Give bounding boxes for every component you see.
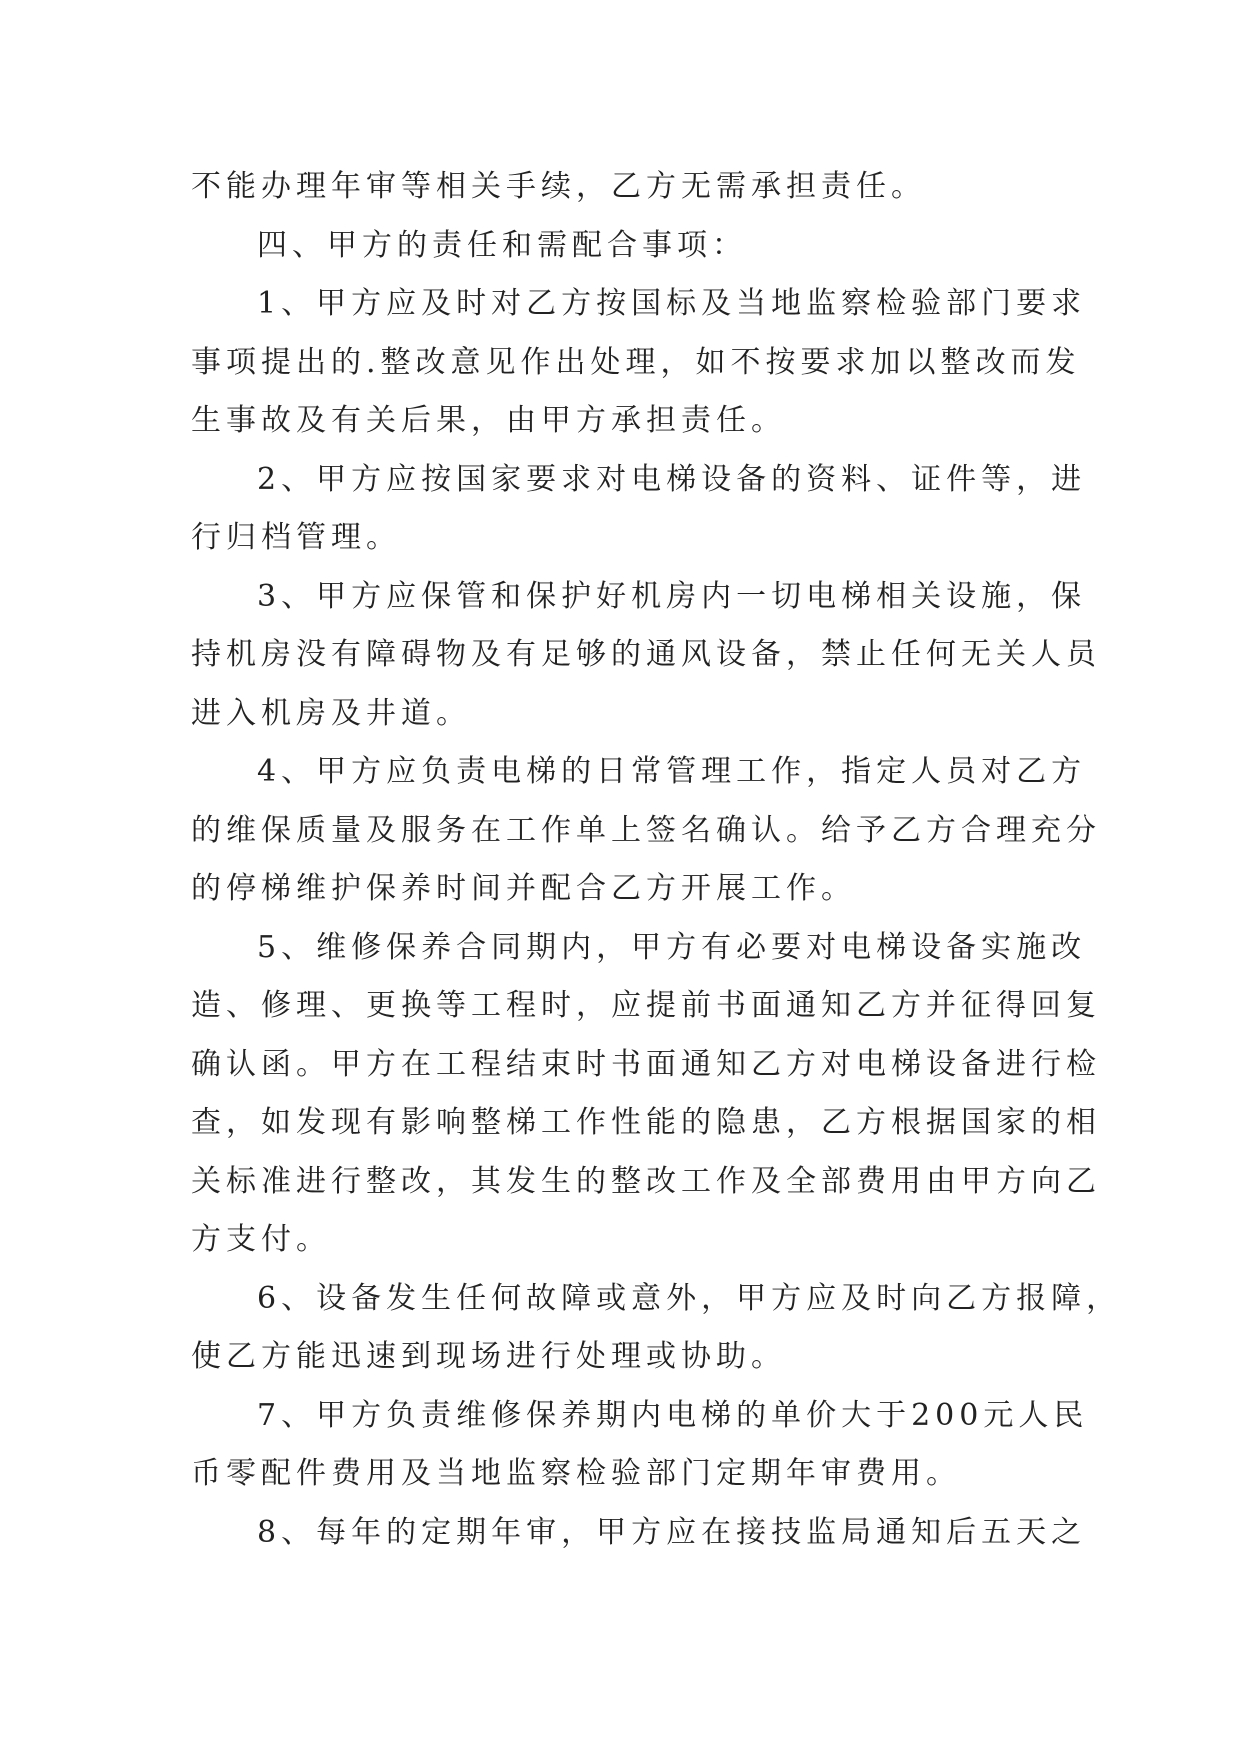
clause-5-line-4: 查，如发现有影响整梯工作性能的隐患，乙方根据国家的相 (191, 1105, 1101, 1140)
text-line: 不能办理年审等相关手续，乙方无需承担责任。 (191, 169, 926, 204)
clause-1-line-1: 1、甲方应及时对乙方按国标及当地监察检验部门要求 (257, 286, 1087, 321)
clause-6-line-2: 使乙方能迅速到现场进行处理或协助。 (191, 1339, 786, 1374)
clause-5-line-5: 关标准进行整改，其发生的整改工作及全部费用由甲方向乙 (191, 1163, 1101, 1199)
clause-2-line-2: 行归档管理。 (191, 520, 401, 555)
clause-4-line-2: 的维保质量及服务在工作单上签名确认。给予乙方合理充分 (191, 812, 1101, 848)
document-body (191, 158, 1122, 1562)
clause-5-line-6: 方支付。 (191, 1222, 331, 1257)
clause-7-line-2: 币零配件费用及当地监察检验部门定期年审费用。 (191, 1456, 961, 1491)
clause-2-line-1: 2、甲方应按国家要求对电梯设备的资料、证件等，进 (257, 461, 1087, 497)
clause-1-line-2: 事项提出的.整改意见作出处理，如不按要求加以整改而发 (191, 344, 1081, 380)
clause-5-line-1: 5、维修保养合同期内，甲方有必要对电梯设备实施改 (257, 929, 1087, 965)
clause-6-line-1: 6、设备发生任何故障或意外，甲方应及时向乙方报障， (257, 1280, 1122, 1316)
clause-4-line-1: 4、甲方应负责电梯的日常管理工作，指定人员对乙方 (257, 754, 1087, 789)
section-heading: 四、甲方的责任和需配合事项： (257, 227, 747, 263)
clause-3-line-2: 持机房没有障碍物及有足够的通风设备，禁止任何无关人员 (191, 637, 1101, 672)
clause-3-line-3: 进入机房及井道。 (191, 695, 471, 731)
clause-1-line-3: 生事故及有关后果，由甲方承担责任。 (191, 403, 786, 438)
clause-5-line-2: 造、修理、更换等工程时，应提前书面通知乙方并征得回复 (191, 988, 1101, 1023)
clause-3-line-1: 3、甲方应保管和保护好机房内一切电梯相关设施，保 (257, 578, 1087, 614)
clause-8-line-1: 8、每年的定期年审，甲方应在接技监局通知后五天之 (257, 1514, 1087, 1550)
clause-5-line-3: 确认函。甲方在工程结束时书面通知乙方对电梯设备进行检 (191, 1046, 1101, 1082)
clause-4-line-3: 的停梯维护保养时间并配合乙方开展工作。 (191, 871, 856, 906)
clause-7-line-1: 7、甲方负责维修保养期内电梯的单价大于200元人民 (257, 1397, 1089, 1433)
